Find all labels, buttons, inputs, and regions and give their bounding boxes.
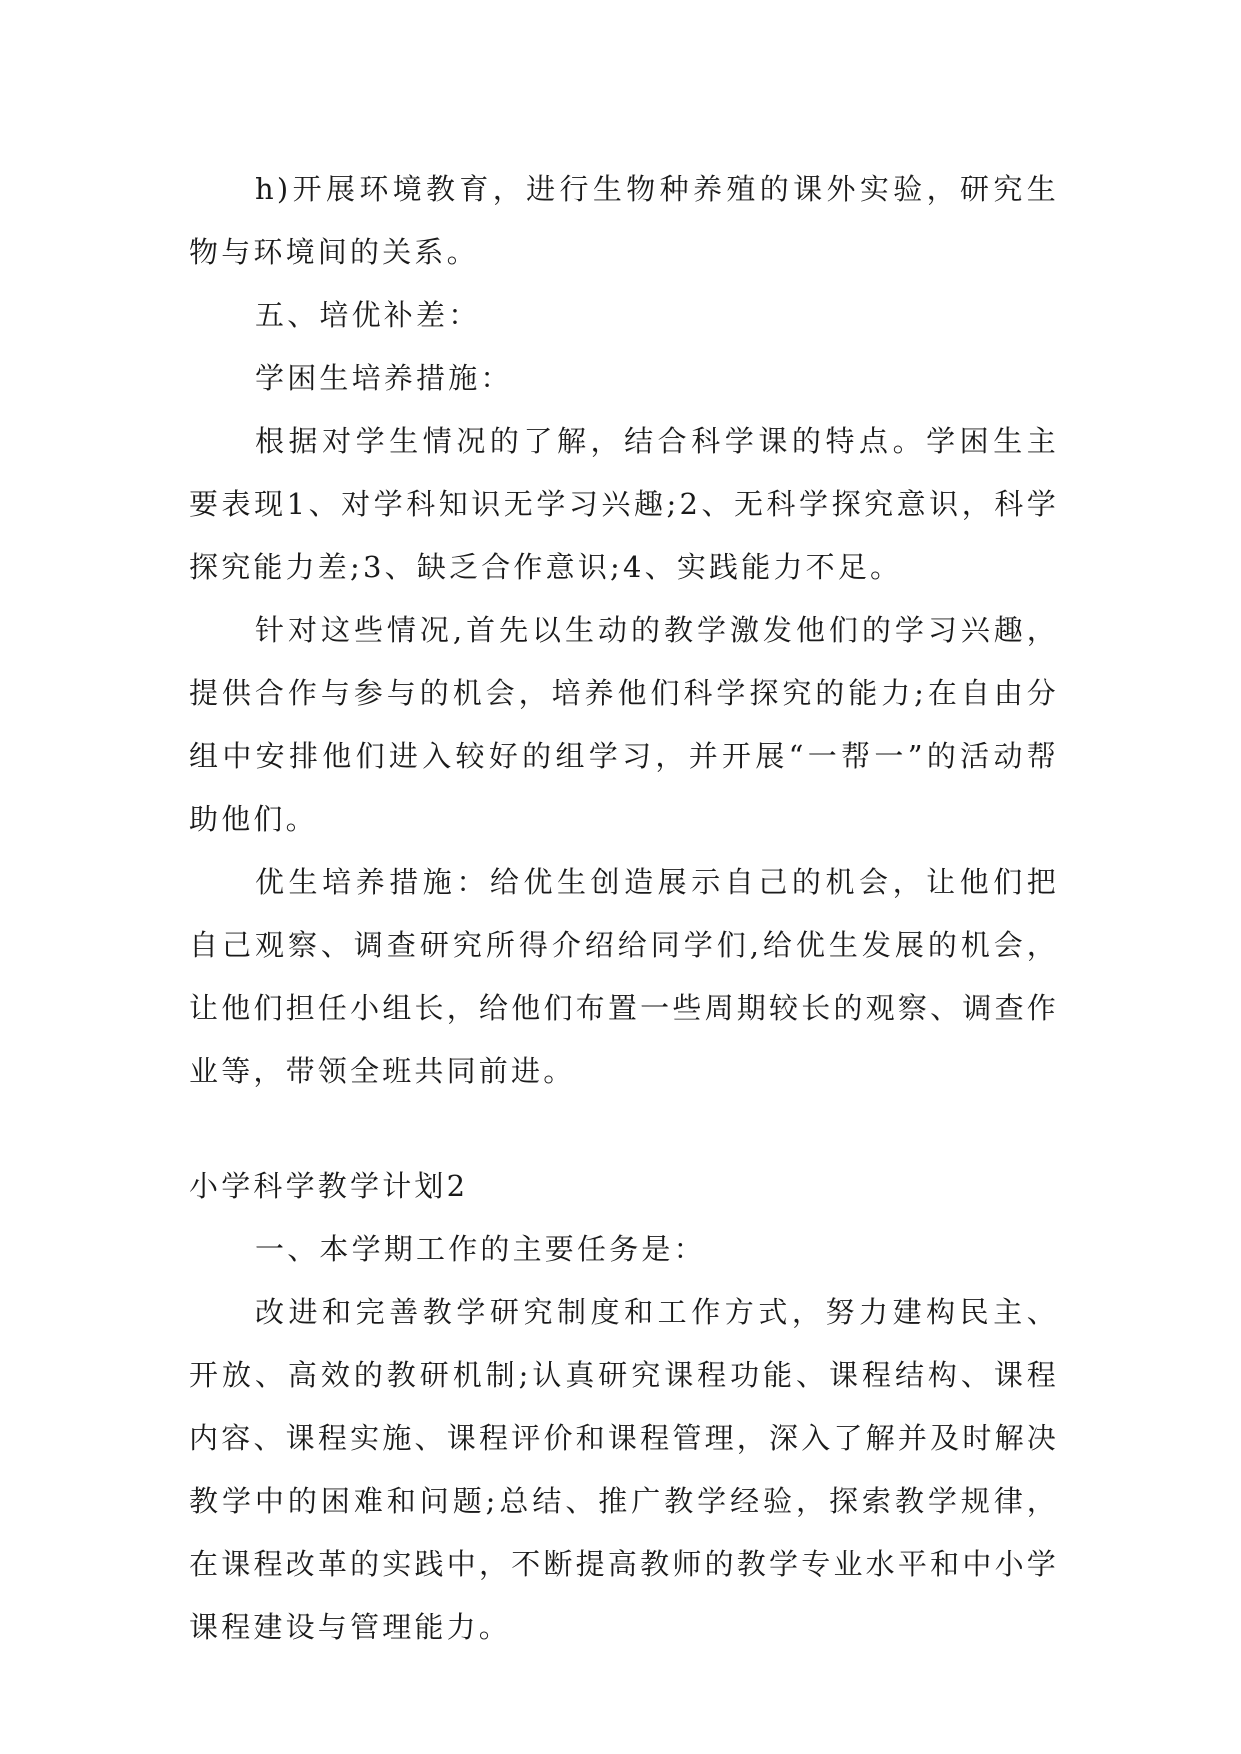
section-heading-support: 五、培优补差：: [255, 298, 481, 332]
section-heading-main-tasks: 一、本学期工作的主要任务是：: [255, 1232, 706, 1266]
paragraph-environment-education: h)开展环境教育，进行生物种养殖的课外实验，研究生物与环境间的关系。: [189, 172, 1059, 269]
document-body: [189, 158, 1059, 1659]
paragraph-top-students: 优生培养措施：给优生创造展示自己的机会，让他们把自己观察、调查研究所得介绍给同学们,给优生发展的机会，让他们担任小组长，给他们布置一些周期较长的观察、调查作业等，带领全班共同前进。: [189, 865, 1059, 1088]
paragraph-struggling-measures: 针对这些情况,首先以生动的教学激发他们的学习兴趣，提供合作与参与的机会，培养他们科学探究的能力;在自由分组中安排他们进入较好的组学习，并开展“一帮一”的活动帮助他们。: [189, 613, 1059, 836]
subheading-struggling-students: 学困生培养措施：: [255, 361, 513, 395]
paragraph-main-tasks: 改进和完善教学研究制度和工作方式，努力建构民主、开放、高效的教研机制;认真研究课程功能、课程结构、课程内容、课程实施、课程评价和课程管理，深入了解并及时解决教学中的困难和问题;总结、推广教学经验，探索教学规律，在课程改革的实践中，不断提高教师的教学专业水平和中小学课程建设与管理能力。: [189, 1295, 1059, 1644]
paragraph-struggling-symptoms: 根据对学生情况的了解，结合科学课的特点。学困生主要表现1、对学科知识无学习兴趣;2、无科学探究意识，科学探究能力差;3、缺乏合作意识;4、实践能力不足。: [189, 424, 1059, 584]
section-gap: [189, 1103, 1059, 1155]
document-title-plan-2: 小学科学教学计划2: [189, 1169, 469, 1203]
